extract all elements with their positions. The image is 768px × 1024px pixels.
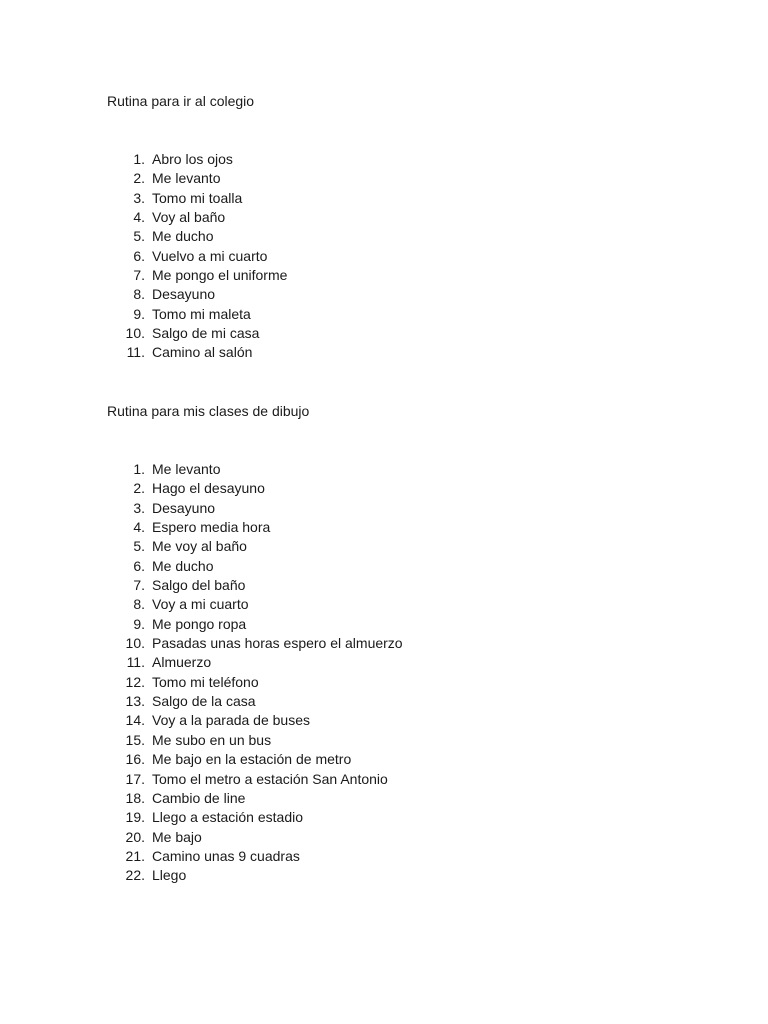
list-item-number: 14. [125,712,145,729]
list-item-number: 6. [133,557,145,574]
list-item-text: Me bajo en la estación de metro [152,751,352,768]
list-item-number: 2. [133,170,145,187]
list-item-number: 12. [125,673,145,690]
list-item-text: Me voy al baño [152,538,247,555]
list-item-text: Me ducho [152,228,214,245]
list-item-text: Tomo mi teléfono [152,673,259,690]
list-item-text: Llego a estación estadio [152,809,303,826]
list-item-text: Tomo mi maleta [152,305,251,322]
list-item-number: 18. [125,789,145,806]
list-item-number: 13. [125,693,145,710]
list-item-text: Salgo del baño [152,577,246,594]
list-item-text: Me levanto [152,461,221,477]
list-item-text: Pasadas unas horas espero el almuerzo [152,635,403,652]
list-item-number: 4. [133,209,145,226]
list-item-number: 17. [125,770,145,787]
list-item-number: 4. [133,519,145,536]
list-item-number: 22. [125,867,145,884]
list-item-text: Espero media hora [152,519,271,536]
list-item-number: 1. [133,461,145,477]
list-item-text: Desayuno [152,286,216,303]
list-item-number: 1. [133,151,145,167]
list-item-number: 7. [133,577,145,594]
list-item-number: 20. [125,828,145,845]
list-item-text: Me levanto [152,170,221,187]
list-item-number: 7. [133,267,145,284]
list-item-text: Cambio de line [152,789,246,806]
list-item-number: 5. [133,538,145,555]
list-item-number: 2. [133,480,145,497]
list-item-text: Me pongo ropa [152,615,247,632]
list-item-text: Me bajo [152,828,202,845]
list-item-text: Me subo en un bus [152,731,272,748]
list-item-text: Camino al salón [152,344,253,361]
list-item-text: Llego [152,867,187,884]
list-item-text: Vuelvo a mi cuarto [152,247,268,264]
list-item-number: 11. [126,654,145,671]
list-item-number: 10. [125,325,145,342]
list-item-text: Hago el desayuno [152,480,265,497]
list-item-text: Salgo de mi casa [152,325,260,342]
list-item-text: Me pongo el uniforme [152,267,288,284]
list-item-number: 10. [125,635,145,652]
list-item-number: 15. [125,731,145,748]
list-item-text: Voy al baño [152,209,226,226]
list-item-text: Salgo de la casa [152,693,256,710]
list-item-number: 9. [133,615,145,632]
list-item-number: 3. [133,499,145,516]
list-item-text: Camino unas 9 cuadras [152,847,300,864]
list-item-number: 3. [133,189,145,206]
list-item-number: 8. [133,596,145,613]
list-item-number: 6. [133,247,145,264]
list-item-number: 19. [125,809,145,826]
list-item-number: 5. [133,228,145,245]
list-item-text: Abro los ojos [152,151,233,167]
list-item-text: Voy a mi cuarto [152,596,249,613]
section-title-colegio: Rutina para ir al colegio [107,93,255,109]
list-item-number: 16. [125,751,145,768]
list-item-text: Desayuno [152,499,216,516]
list-item-number: 21. [125,847,145,864]
section-title-dibujo: Rutina para mis clases de dibujo [107,403,310,419]
list-item-text: Voy a la parada de buses [152,712,311,729]
list-item-text: Me ducho [152,557,214,574]
list-item-text: Almuerzo [152,654,212,671]
list-item-text: Tomo el metro a estación San Antonio [152,770,388,787]
list-item-number: 8. [133,286,145,303]
list-item-number: 11. [126,344,145,361]
list-item-text: Tomo mi toalla [152,189,243,206]
list-item-number: 9. [133,305,145,322]
